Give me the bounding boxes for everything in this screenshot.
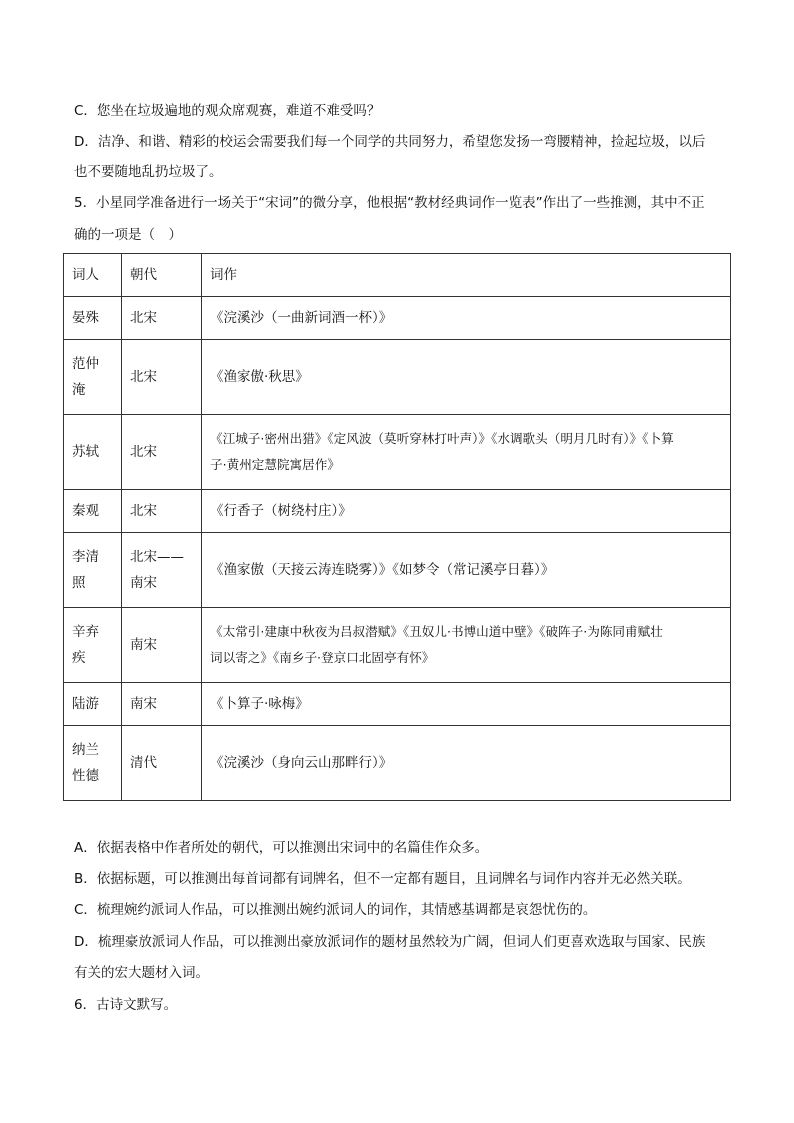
works-cell: 《渔家傲·秋思》 (202, 340, 731, 415)
poet-cell: 范仲 淹 (64, 340, 122, 415)
header-poet: 词人 (64, 254, 122, 297)
works-cell: 《浣溪沙（一曲新词酒一杯）》 (202, 297, 731, 340)
header-works: 词作 (202, 254, 731, 297)
poet-cell: 秦观 (64, 490, 122, 533)
poet-cell: 陆游 (64, 683, 122, 726)
poet-cell: 晏殊 (64, 297, 122, 340)
poet-works-table (63, 253, 731, 801)
table-row (64, 608, 731, 683)
question-5-stem-line2: 确的一项是（ ） (74, 227, 182, 243)
works-cell: 《卜算子·咏梅》 (202, 683, 731, 726)
option-d-top-line1: D．洁净、和谐、精彩的校运会需要我们每一个同学的共同努力，希望您发扬一弯腰精神，捡起垃圾，以后 (74, 134, 706, 150)
works-cell: 《太常引·建康中秋夜为吕叔潜赋》《丑奴儿·书博山道中壁》《破阵子·为陈同甫赋壮 词以寄之》《南乡子·登京口北固亭有怀》 (202, 608, 731, 683)
option-d-line2: 有关的宏大题材入词。 (74, 965, 209, 981)
dynasty-cell: 北宋 (122, 415, 202, 490)
table-row (64, 683, 731, 726)
question-6-heading: 6．古诗文默写。 (74, 997, 178, 1013)
dynasty-cell: 南宋 (122, 608, 202, 683)
poet-cell: 纳兰 性德 (64, 726, 122, 801)
question-5-stem-line1: 5．小星同学准备进行一场关于“宋词”的微分享，他根据“教材经典词作一览表”作出了一些推测，其中不正 (74, 195, 705, 211)
works-cell: 《渔家傲（天接云涛连晓雾）》《如梦令（常记溪亭日暮）》 (202, 533, 731, 608)
works-cell: 《江城子·密州出猎》《定风波（莫听穿林打叶声）》《水调歌头（明月几时有）》《卜算 子·黄州定慧院寓居作》 (202, 415, 731, 490)
works-cell: 《行香子（树绕村庄）》 (202, 490, 731, 533)
poet-cell: 辛弃 疾 (64, 608, 122, 683)
option-d-top-line2: 也不要随地乱扔垃圾了。 (74, 164, 223, 180)
works-cell: 《浣溪沙（身向云山那畔行）》 (202, 726, 731, 801)
table-row (64, 533, 731, 608)
dynasty-cell: 北宋 (122, 340, 202, 415)
table-row (64, 340, 731, 415)
dynasty-cell: 北宋 (122, 297, 202, 340)
option-c: C．梳理婉约派词人作品，可以推测出婉约派词人的词作，其情感基调都是哀怨忧伤的。 (74, 902, 597, 918)
option-d-line1: D．梳理豪放派词人作品，可以推测出豪放派词作的题材虽然较为广阔，但词人们更喜欢选取与国家、民族 (74, 934, 706, 950)
table-row (64, 490, 731, 533)
dynasty-cell: 南宋 (122, 683, 202, 726)
option-a: A．依据表格中作者所处的朝代，可以推测出宋词中的名篇佳作众多。 (74, 840, 489, 856)
table-row (64, 726, 731, 801)
header-dynasty: 朝代 (122, 254, 202, 297)
dynasty-cell: 北宋 (122, 490, 202, 533)
dynasty-cell: 北宋—— 南宋 (122, 533, 202, 608)
poet-cell: 李清 照 (64, 533, 122, 608)
option-b: B．依据标题，可以推测出每首词都有词牌名，但不一定都有题目，且词牌名与词作内容并无必然关联。 (74, 871, 691, 887)
table-row (64, 297, 731, 340)
table-header-row (64, 254, 731, 297)
poet-cell: 苏轼 (64, 415, 122, 490)
table-row (64, 415, 731, 490)
option-c-top: C．您坐在垃圾遍地的观众席观赛，难道不难受吗？ (74, 103, 381, 119)
dynasty-cell: 清代 (122, 726, 202, 801)
